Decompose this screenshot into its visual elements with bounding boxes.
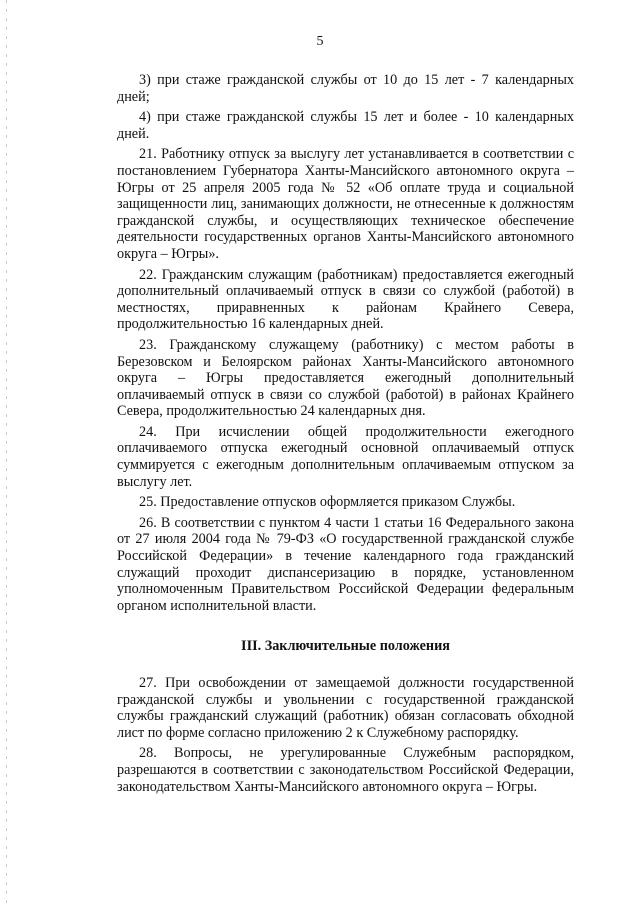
paragraph-25: 25. Предоставление отпусков оформляется приказом Службы. (139, 494, 516, 511)
document-body (117, 72, 574, 799)
scan-edge-line (6, 0, 7, 905)
paragraph-22: 22. Гражданским служащим (работникам) предоставляется ежегодный дополнительный оплачиваемый отпуск в связи со службой (работой) в местностях, приравненных к районам Крайнего Севера, продолжительностью 16 календарных дней. (117, 266, 574, 333)
paragraph-leave-10-15: 3) при стаже гражданской службы от 10 до 15 лет - 7 календарных дней; (117, 72, 574, 105)
paragraph-28: 28. Вопросы, не урегулированные Служебным распорядком, разрешаются в соответствии с законодательством Российской Федерации, законодательством Ханты-Мансийского автономного округа – Югры. (117, 745, 574, 795)
paragraph-21: 21. Работнику отпуск за выслугу лет устанавливается в соответствии с постановлением Губернатора Ханты-Мансийского автономного округа – Югры от 25 апреля 2005 года № 52 «Об оплате труда и социальной защищенности лиц, занимающих должности, не отнесенные к должностям гражданской службы, и осуществляющих техническое обеспечение деятельности государственных органов Ханты-Мансийского автономного округа – Югры». (117, 146, 574, 262)
paragraph-24: 24. При исчислении общей продолжительности ежегодного оплачиваемого отпуска ежегодный основной оплачиваемый отпуск суммируется с ежегодным дополнительным оплачиваемым отпуском за выслугу лет. (117, 423, 574, 490)
paragraph-23: 23. Гражданскому служащему (работнику) с местом работы в Березовском и Белоярском районах Ханты-Мансийского автономного округа – Югры предоставляется ежегодный дополнительный оплачиваемый отпуск в связи со службой (работой) в районах Крайнего Севера, продолжительностью 24 календарных дня. (117, 336, 574, 420)
paragraph-27: 27. При освобождении от замещаемой должности государственной гражданской службы и увольнении с государственной гражданской службы гражданский служащий (работник) обязан согласовать обходной лист по форме согласно приложению 2 к Служебному распорядку. (117, 675, 574, 741)
page-number: 5 (316, 34, 324, 49)
section-heading: III. Заключительные положения (241, 638, 450, 655)
paragraph-leave-15-plus: 4) при стаже гражданской службы 15 лет и более - 10 календарных дней. (117, 109, 574, 142)
paragraph-26: 26. В соответствии с пунктом 4 части 1 статьи 16 Федерального закона от 27 июля 2004 года № 79-ФЗ «О государственной гражданской службе Российской Федерации» в течение календарного года гражданский служащий проходит диспансеризацию в порядке, установленном уполномоченным Правительством Российской Федерации федеральным органом исполнительной власти. (117, 514, 574, 614)
